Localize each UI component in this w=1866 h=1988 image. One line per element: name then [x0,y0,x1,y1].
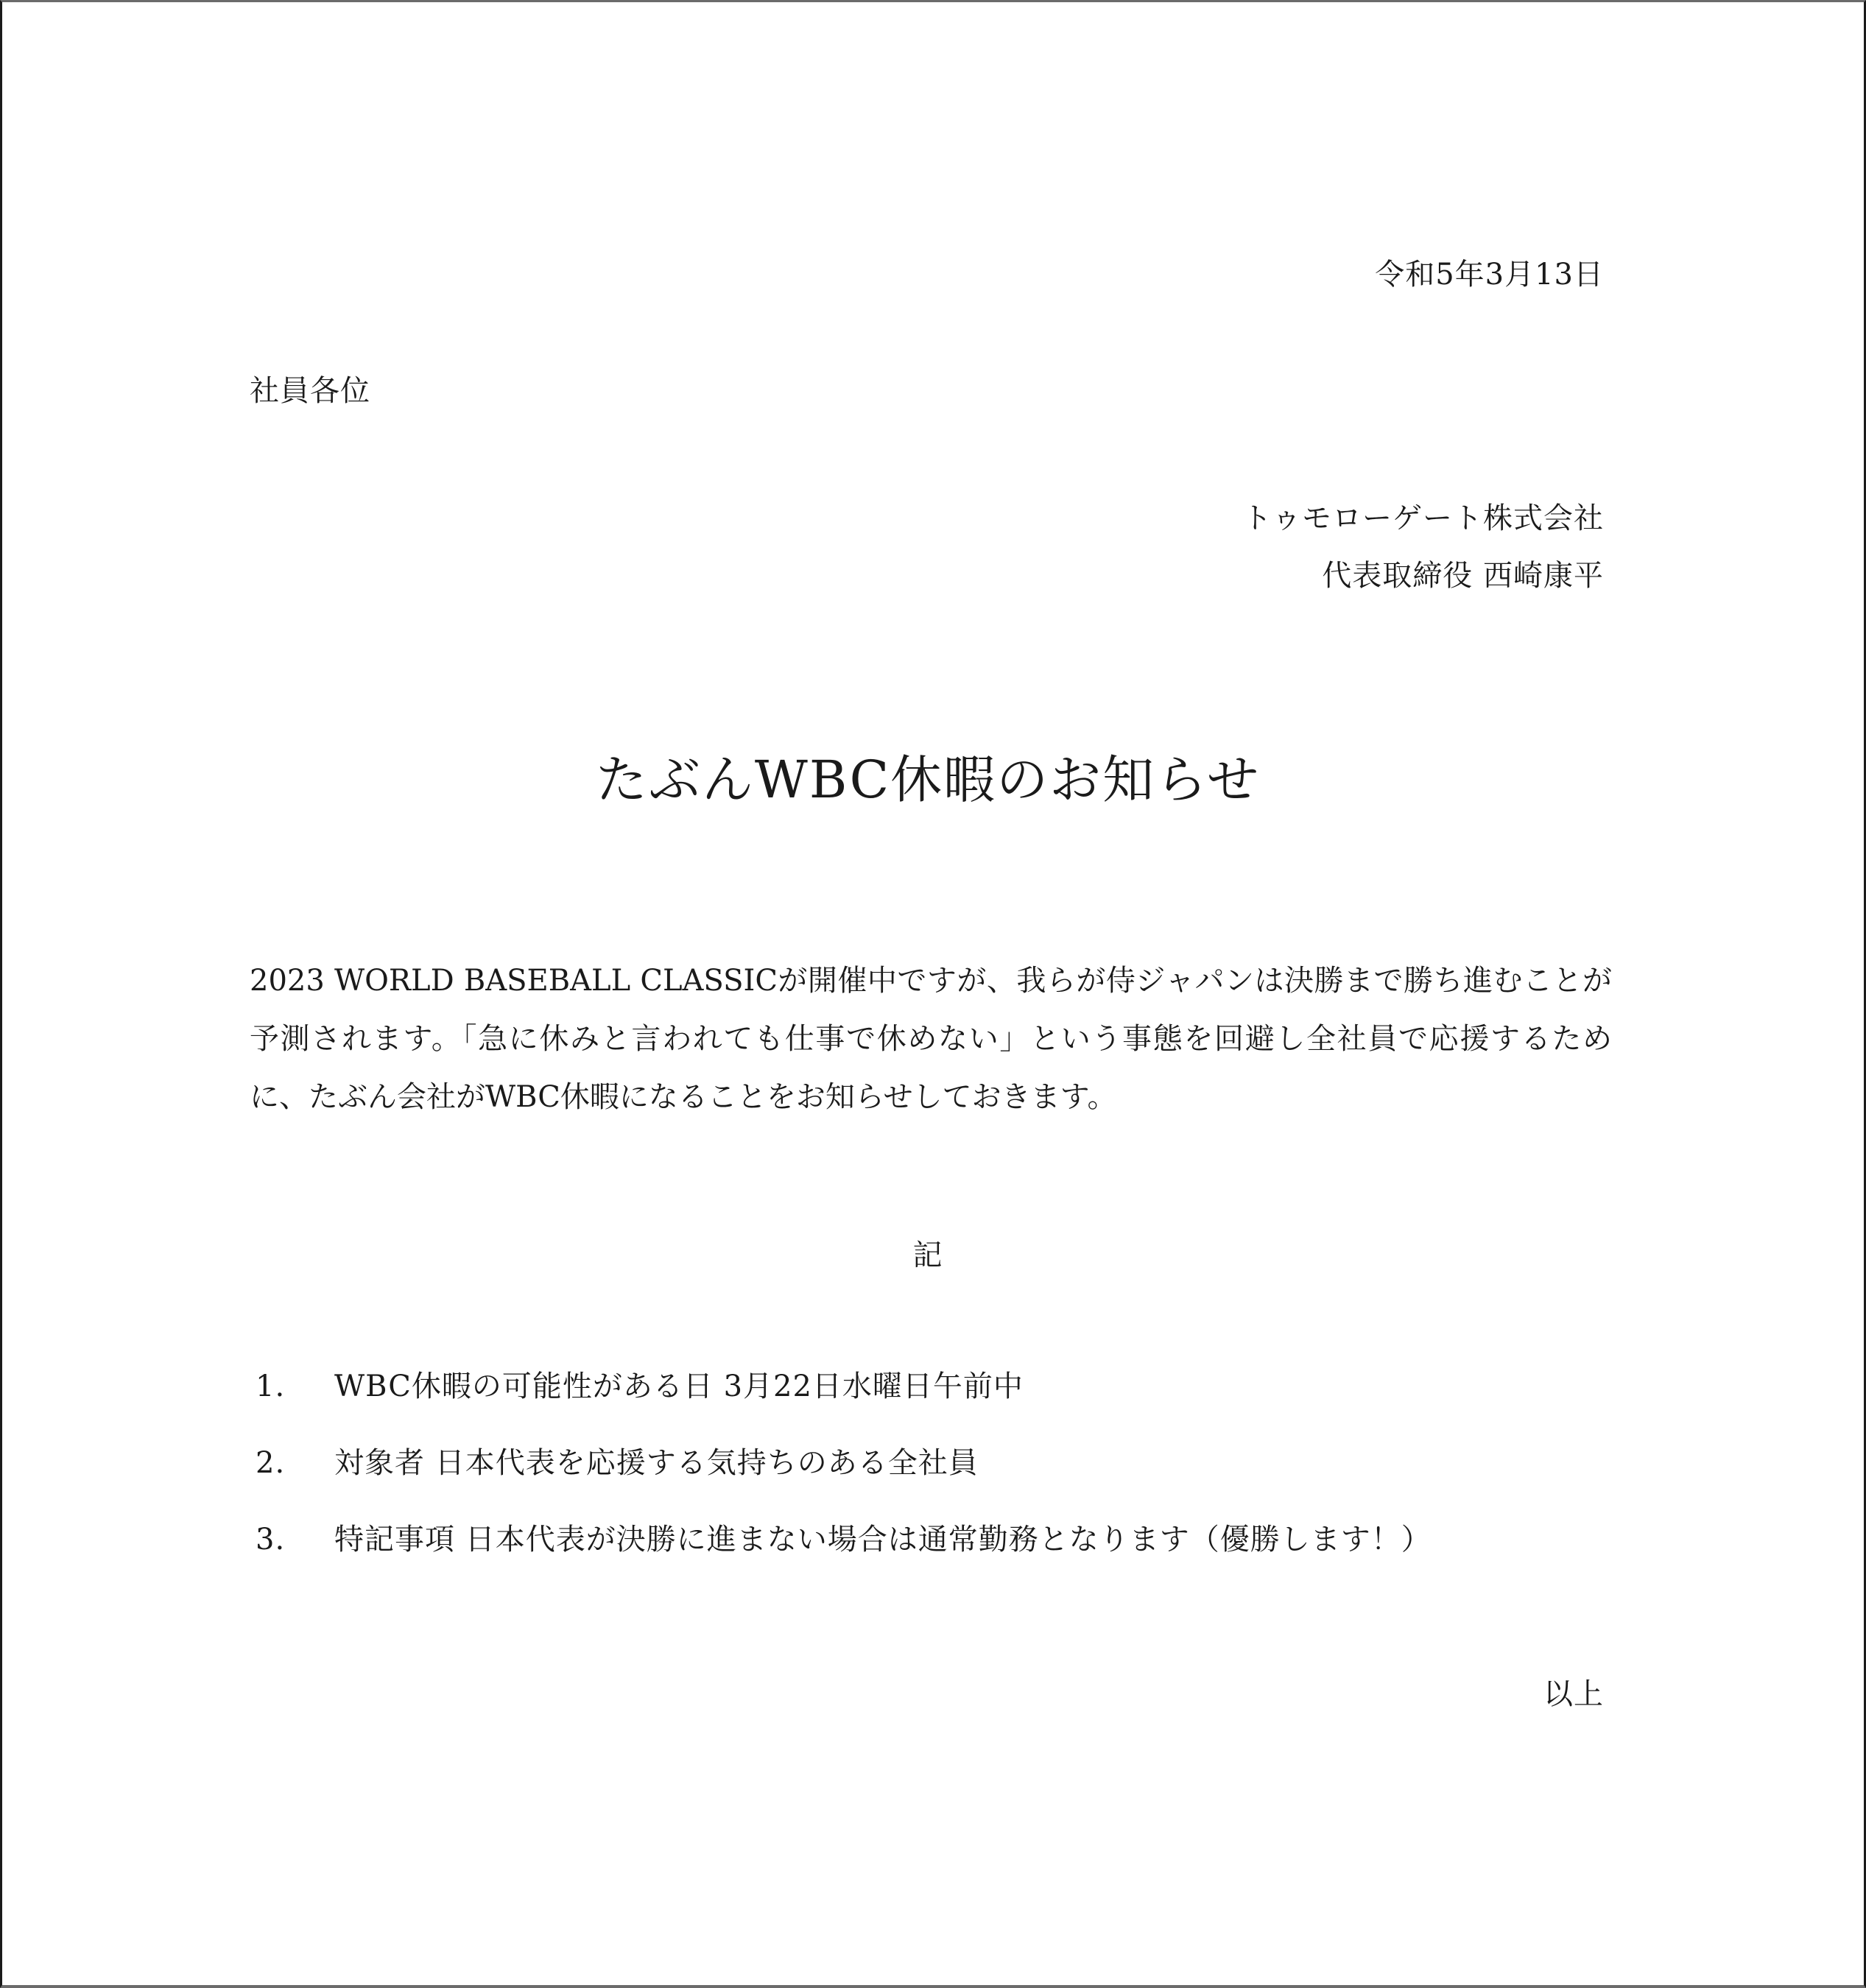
list-item-text: WBC休暇の可能性がある日 3月22日水曜日午前中 [334,1370,1024,1403]
sender-representative: 代表取締役 西崎康平 [1322,559,1604,593]
document-title: たぶんWBC休暇のお知らせ [595,750,1261,810]
item-list [256,1372,1432,1601]
list-item-number: 3. [256,1523,286,1557]
list-item [256,1525,1432,1601]
document-date: 令和5年3月13日 [1375,258,1604,292]
list-item [256,1372,1432,1448]
list-item [256,1448,1432,1525]
list-item-text: 対象者 日本代表を応援する気持ちのある全社員 [334,1446,979,1480]
body-paragraph: 2023 WORLD BASEBALL CLASSICが開催中ですが、我らが侍ジャパンは決勝まで勝ち進むことが予測されます。「急に休みと言われても仕事で休めない」という事態を回避し全社員で応援するために、たぶん会社がWBC休暇になることをお知らせしておきます。 [250,964,1612,1114]
ki-heading: 記 [912,1238,943,1272]
addressee: 社員各位 [250,374,370,408]
sender-company: トゥモローゲート株式会社 [1242,501,1604,535]
closing-ijo: 以上 [1543,1677,1604,1711]
list-item-number: 1. [256,1370,286,1403]
list-item-number: 2. [256,1446,286,1480]
list-item-text: 特記事項 日本代表が決勝に進まない場合は通常勤務となります（優勝します！） [334,1523,1432,1557]
sender-block [1242,490,1604,604]
